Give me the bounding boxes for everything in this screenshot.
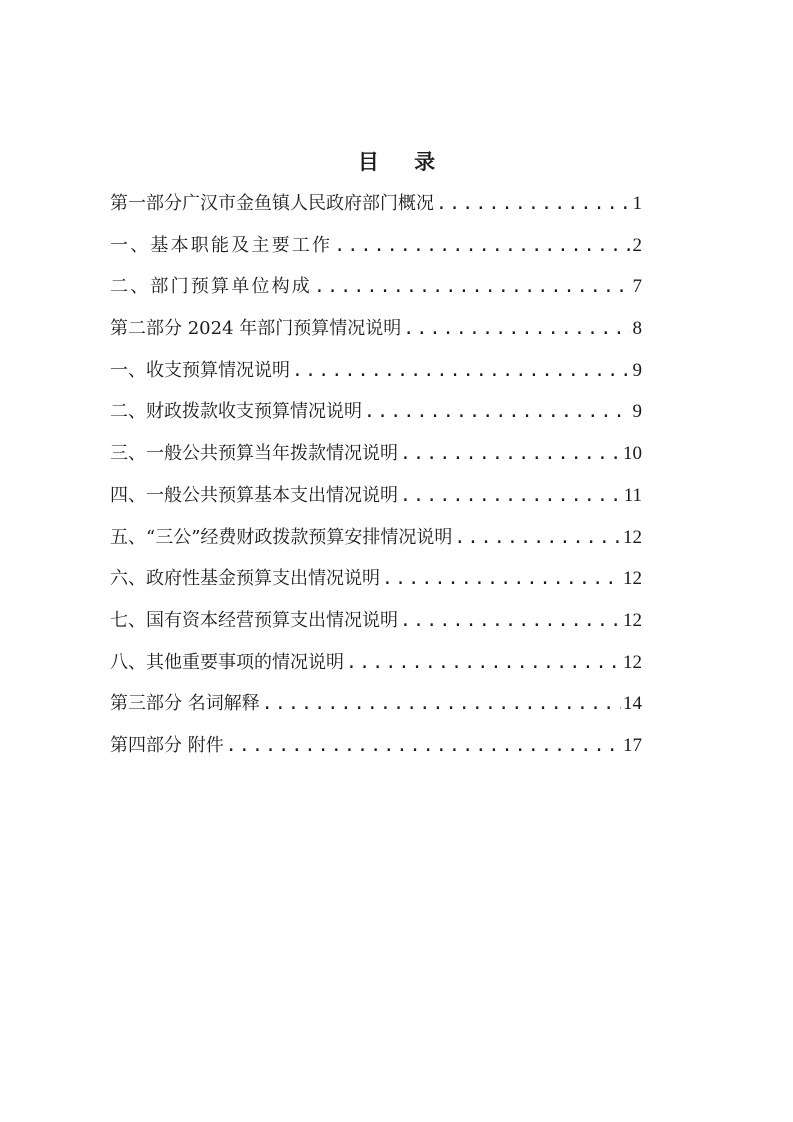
- toc-entry-label: 二、部门预算单位构成: [110, 276, 312, 298]
- toc-entry-label: 第一部分广汉市金鱼镇人民政府部门概况: [110, 193, 434, 214]
- toc-entry-page: 1: [632, 193, 642, 214]
- toc-entry-label: 第四部分 附件: [110, 734, 224, 756]
- toc-entry[interactable]: [110, 690, 642, 732]
- toc-entry[interactable]: [110, 732, 642, 774]
- toc-entry[interactable]: [110, 607, 642, 649]
- toc-dot-leader: [400, 607, 621, 635]
- toc-entry-page: 9: [632, 401, 642, 423]
- toc-entry-label: 四、一般公共预算基本支出情况说明: [110, 484, 398, 506]
- toc-title: 目 录: [357, 150, 450, 174]
- toc-entry-label: 三、一般公共预算当年拨款情况说明: [110, 443, 398, 465]
- toc-entry-page: 17: [623, 734, 642, 756]
- toc-dot-leader: [314, 273, 631, 301]
- toc-entry-page: 8: [632, 318, 642, 340]
- toc-entry-label: 二、财政拨款收支预算情况说明: [110, 401, 362, 423]
- toc-dot-leader: [346, 649, 621, 677]
- toc-entry[interactable]: [110, 273, 642, 315]
- toc-dot-leader: [364, 398, 631, 426]
- toc-dot-leader: [382, 565, 621, 593]
- toc-dot-leader: [226, 732, 621, 760]
- toc-entry[interactable]: [110, 524, 642, 566]
- toc-entry-page: 10: [623, 443, 642, 465]
- toc-dot-leader: [292, 357, 631, 385]
- toc-entry[interactable]: [110, 398, 642, 440]
- toc-entry-page: 9: [632, 359, 642, 381]
- toc-entry[interactable]: [110, 440, 642, 482]
- toc-entry[interactable]: [110, 482, 642, 524]
- toc-entry-page: 14: [623, 693, 642, 715]
- toc-entry[interactable]: [110, 232, 642, 274]
- toc-dot-leader: [454, 524, 621, 552]
- toc-entry-label: 六、政府性基金预算支出情况说明: [110, 568, 380, 590]
- table-of-contents: [110, 190, 642, 774]
- toc-entry-label: 五、“三公”经费财政拨款预算安排情况说明: [110, 526, 453, 548]
- toc-dot-leader: [262, 690, 621, 718]
- toc-entry[interactable]: [110, 649, 642, 691]
- toc-entry-label: 一、基本职能及主要工作: [110, 234, 333, 256]
- toc-dot-leader: [400, 440, 621, 468]
- toc-entry-page: 12: [623, 651, 642, 673]
- toc-entry-page: 7: [632, 276, 642, 298]
- toc-entry-page: 12: [623, 568, 642, 590]
- toc-entry-page: 11: [623, 484, 642, 506]
- toc-dot-leader: [436, 190, 631, 218]
- toc-entry-label: 第二部分 2024 年部门预算情况说明: [110, 318, 402, 340]
- toc-entry[interactable]: [110, 190, 642, 232]
- toc-entry-page: 12: [623, 526, 642, 548]
- toc-entry-page: 12: [623, 609, 642, 631]
- toc-entry-page: 2: [632, 234, 642, 256]
- toc-entry-label: 七、国有资本经营预算支出情况说明: [110, 609, 398, 631]
- toc-dot-leader: [400, 482, 622, 510]
- toc-entry-label: 第三部分 名词解释: [110, 693, 260, 715]
- toc-entry[interactable]: [110, 315, 642, 357]
- toc-entry-label: 八、其他重要事项的情况说明: [110, 651, 344, 673]
- toc-entry-label: 一、收支预算情况说明: [110, 359, 290, 381]
- toc-dot-leader: [334, 232, 630, 260]
- toc-entry[interactable]: [110, 357, 642, 399]
- toc-entry[interactable]: [110, 565, 642, 607]
- toc-dot-leader: [403, 315, 630, 343]
